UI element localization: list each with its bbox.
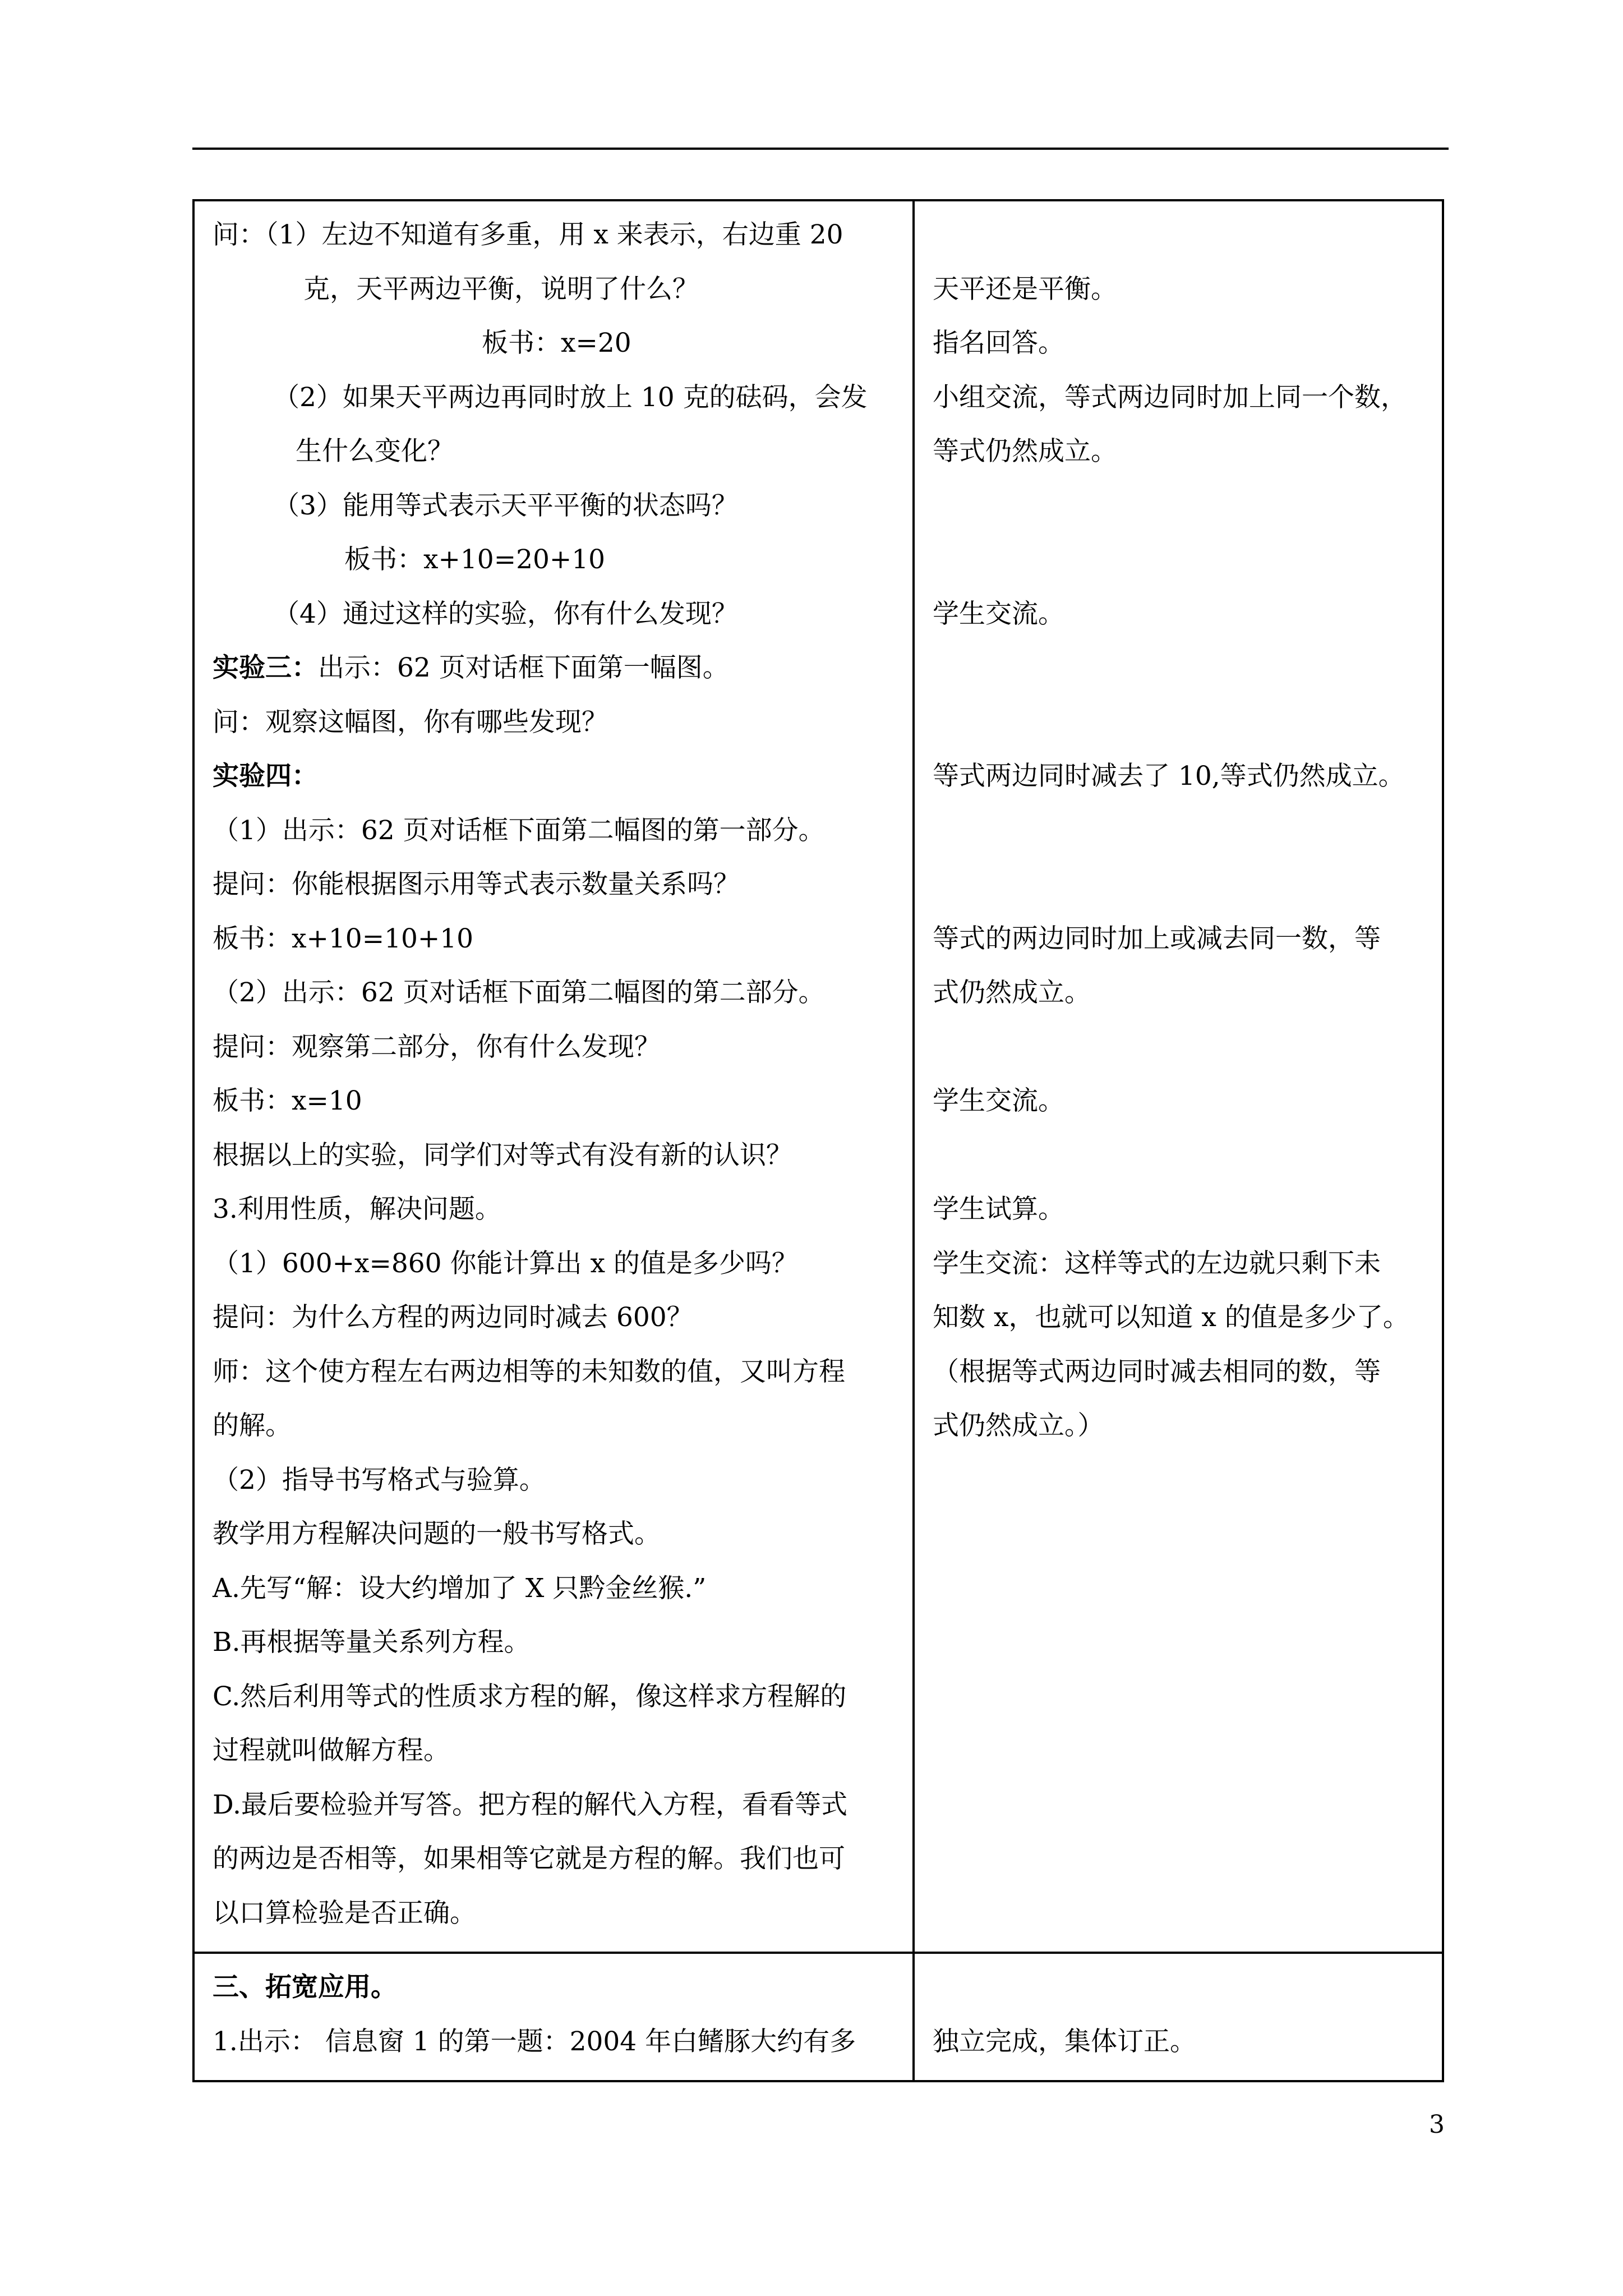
text-line: （根据等式两边同时减去相同的数，等 [933,1356,1381,1387]
text-line: 提问：你能根据图示用等式表示数量关系吗？ [213,869,740,900]
text-line: B.再根据等量关系列方程。 [213,1627,531,1658]
text-line: 的两边是否相等，如果相等它就是方程的解。我们也可 [213,1843,845,1874]
experiment-four-heading: 实验四： [213,761,318,792]
text-line: 知数 x，也就可以知道 x 的值是多少了。 [933,1302,1409,1333]
text-line: （2）如果天平两边再同时放上 10 克的砝码，会发 [273,381,868,413]
text-line: （2）指导书写格式与验算。 [213,1464,546,1496]
text-line: 学生交流。 [933,598,1064,629]
text-line [933,479,1424,533]
text-line [933,208,1424,263]
board-note: 板书：x+10=20+10 [344,544,606,575]
experiment-three-heading: 实验三： [213,652,318,683]
apply-teacher-cell [193,1953,914,2081]
text-line [933,1020,1424,1075]
text-line: （2）出示：62 页对话框下面第二幅图的第二部分。 [213,977,825,1008]
text-line: （4）通过这样的实验，你有什么发现？ [273,598,738,629]
section-heading: 三、拓宽应用。 [213,1972,397,2003]
text-line: C.然后利用等式的性质求方程的解，像这样求方程解的 [213,1681,847,1712]
header-rule [192,148,1449,150]
lesson-plan-table [192,199,1444,2082]
text-line: 等式两边同时减去了 10,等式仍然成立。 [933,761,1405,792]
text-line: 指名回答。 [933,328,1064,358]
text-line: 式仍然成立。 [933,977,1091,1008]
text-line [933,641,1424,696]
text-line [933,1961,1424,2015]
text-line: 克，天平两边平衡，说明了什么？ [303,273,699,305]
student-activity-cell [914,200,1443,1953]
teacher-activity-cell [193,200,914,1953]
page-number: 3 [1429,2110,1445,2139]
text-line [933,804,1424,858]
text-line: 过程就叫做解方程。 [213,1735,450,1766]
text-line: 学生交流：这样等式的左边就只剩下未 [933,1248,1381,1279]
apply-student-cell [914,1953,1443,2081]
text-line: 生什么变化？ [296,436,454,467]
text-line: 提问：观察第二部分，你有什么发现？ [213,1031,661,1062]
text-line: 教学用方程解决问题的一般书写格式。 [213,1519,661,1549]
text-line: 的解。 [213,1410,292,1441]
board-note: 板书：x=20 [482,328,631,358]
text-line: 师：这个使方程左右两边相等的未知数的值，又叫方程 [213,1356,845,1387]
text-line: 学生交流。 [933,1085,1064,1116]
text-line: D.最后要检验并写答。把方程的解代入方程，看看等式 [213,1789,847,1820]
table-row [193,1953,1443,2081]
text-line [933,1129,1424,1183]
text-line: 3.利用性质，解决问题。 [213,1194,501,1225]
text-line: 提问：为什么方程的两边同时减去 600？ [213,1302,693,1333]
text-line: A.先写“解：设大约增加了 X 只黔金丝猴.” [213,1572,707,1604]
text-line: 根据以上的实验，同学们对等式有没有新的认识？ [213,1139,792,1171]
text-line [933,858,1424,912]
text-line: 天平还是平衡。 [933,273,1117,305]
text-line: 1.出示： 信息窗 1 的第一题：2004 年白鳍豚大约有多 [213,2026,856,2057]
text-line: 实验三：出示：62 页对话框下面第一幅图。 [213,652,729,683]
text-line: （3）能用等式表示天平平衡的状态吗？ [273,490,738,521]
text-line: 以口算检验是否正确。 [213,1897,476,1929]
board-note: 板书：x+10=10+10 [213,923,474,954]
text-line: 学生试算。 [933,1194,1064,1225]
text-line: 问：（1）左边不知道有多重，用 x 来表示，右边重 20 [213,219,843,250]
text-line: 式仍然成立。） [933,1410,1104,1441]
text-line [933,696,1424,750]
text-line: 等式的两边同时加上或减去同一数，等 [933,923,1381,954]
text-line: 小组交流，等式两边同时加上同一个数， [933,381,1407,413]
text-line [933,533,1424,587]
text-line: 问：观察这幅图，你有哪些发现？ [213,706,608,738]
text-line: 独立完成，集体订正。 [933,2026,1196,2057]
board-note: 板书：x=10 [213,1085,362,1116]
text-line: （1）600+x=860 你能计算出 x 的值是多少吗？ [213,1248,798,1279]
table-row [193,200,1443,1953]
text-line: 等式仍然成立。 [933,436,1117,467]
text-line: （1）出示：62 页对话框下面第二幅图的第一部分。 [213,815,825,846]
